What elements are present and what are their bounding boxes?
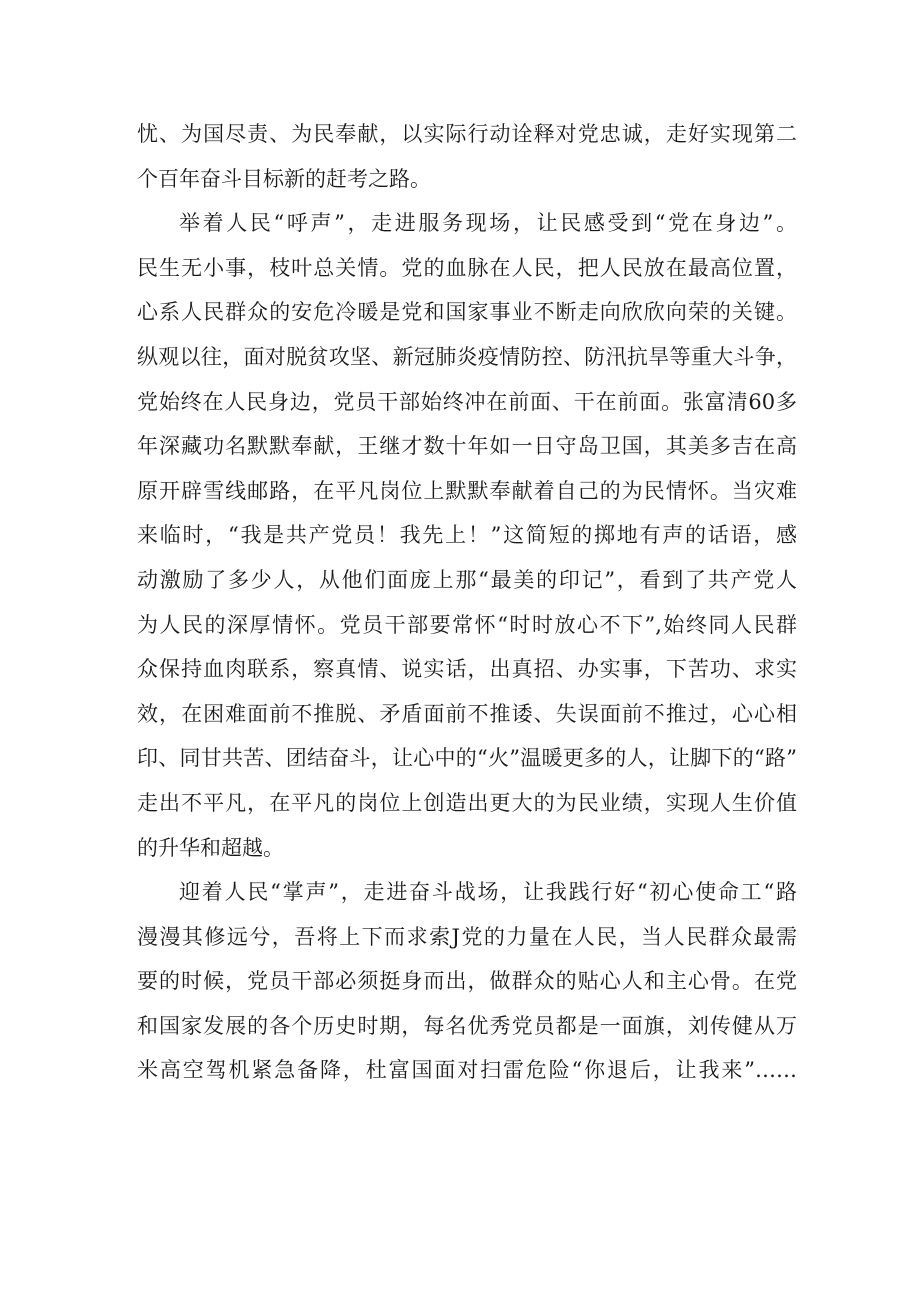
text-line: 来临时，“我是共产党员！我先上！”这简短的掷地有声的话语，感 [137,523,797,548]
text-line: 走出不平凡，在平凡的岗位上创造出更大的为民业绩，实现人生价值 [137,790,797,815]
text-line: 效，在困难面前不推脱、矛盾面前不推诿、失误面前不推过，心心相 [137,701,797,726]
text-line: 民生无小事，枝叶总关情。党的血脉在人民，把人民放在最高位置， [137,255,797,280]
text-line: 米高空驾机紧急备降，杜富国面对扫雷危险“你退后，让我来”…… [137,1058,797,1083]
text-line: 的升华和超越。 [137,835,284,860]
text-line: 要的时候，党员干部必须挺身而出，做群众的贴心人和主心骨。在党 [137,969,797,994]
text-line: 举着人民“呼声”，走进服务现场，让民感受到“党在身边”。 [179,211,797,236]
text-line: 动激励了多少人，从他们面庞上那“最美的印记”，看到了共产党人 [137,567,797,592]
text-line: 漫漫其修远兮，吾将上下而求索J党的力量在人民，当人民群众最需 [137,924,797,949]
text-line: 个百年奋斗目标新的赶考之路。 [137,166,431,191]
text-line: 心系人民群众的安危冷暖是党和国家事业不断走向欣欣向荣的关键。 [137,300,797,325]
text-line: 众保持血肉联系，察真情、说实话，出真招、办实事，下苦功、求实 [137,657,797,682]
text-line: 迎着人民“掌声”，走进奋斗战场，让我践行好“初心使命工“路 [179,880,797,905]
text-line: 纵观以往，面对脱贫攻坚、新冠肺炎疫情防控、防汛抗旱等重大斗争， [137,344,797,369]
text-line: 印、同甘共苦、团结奋斗，让心中的“火”温暖更多的人，让脚下的“路” [137,746,797,771]
document-body [137,112,797,1093]
text-line: 原开辟雪线邮路，在平凡岗位上默默奉献着自己的为民情怀。当灾难 [137,478,797,503]
text-line: 为人民的深厚情怀。党员干部要常怀“时时放心不下”,始终同人民群 [137,612,797,637]
text-line: 党始终在人民身边，党员干部始终冲在前面、干在前面。张富清60多 [137,389,797,414]
text-line: 和国家发展的各个历史时期，每名优秀党员都是一面旗，刘传健从万 [137,1013,797,1038]
text-line: 忧、为国尽责、为民奉献，以实际行动诠释对党忠诚，走好实现第二 [137,122,797,146]
text-line: 年深藏功名默默奉献，王继才数十年如一日守岛卫国，其美多吉在高 [137,434,797,459]
